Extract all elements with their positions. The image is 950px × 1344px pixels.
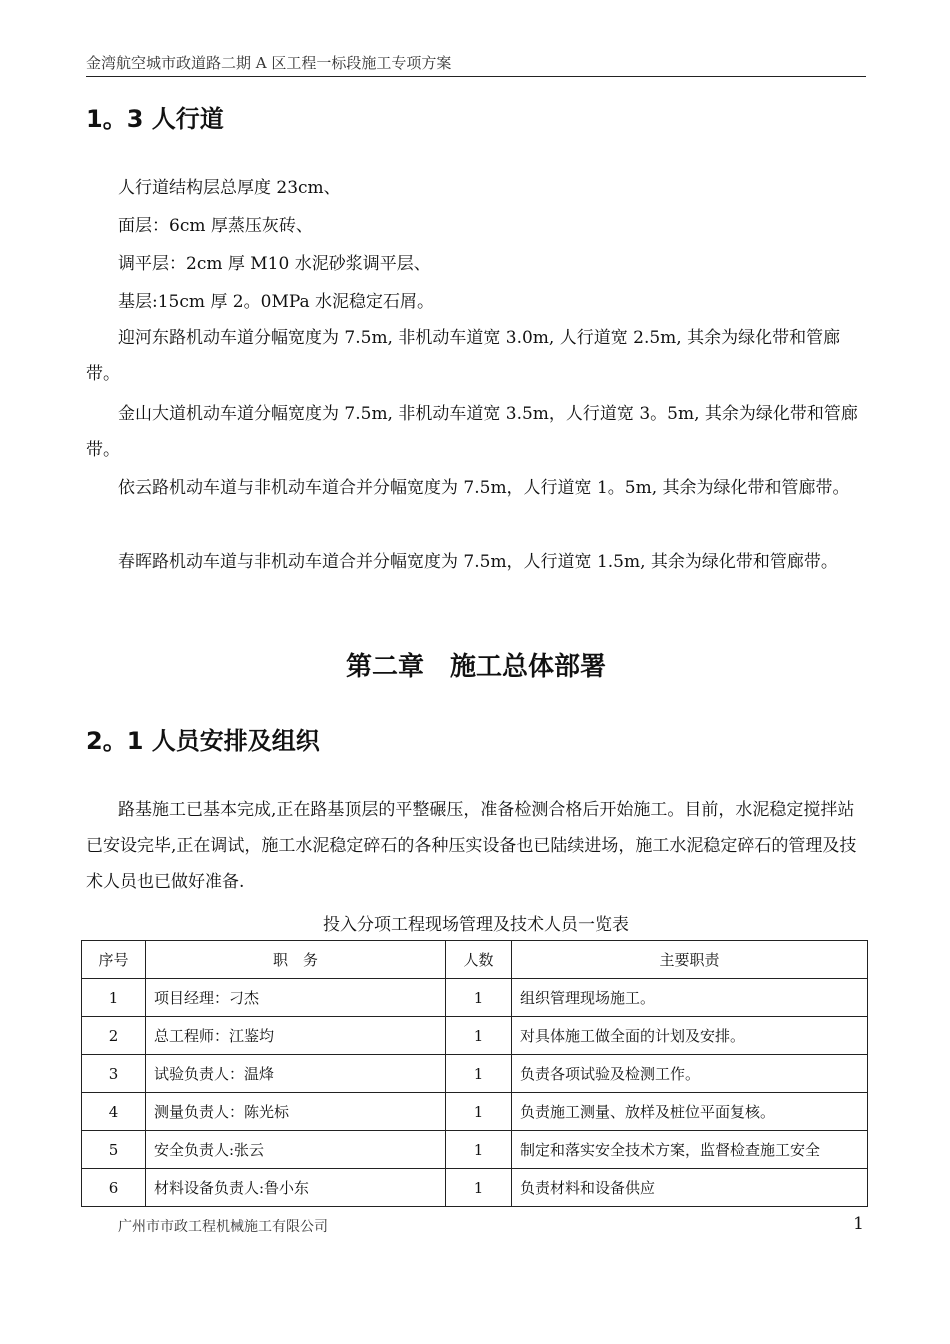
table-header-row (82, 941, 868, 979)
cell-position: 试验负责人：温烽 (146, 1055, 446, 1093)
cell-duty: 负责各项试验及检测工作。 (512, 1055, 868, 1093)
staff-table (81, 940, 868, 1207)
table-row (82, 1093, 868, 1131)
chapter-title: 第二章 施工总体部署 (345, 652, 606, 682)
header-position: 职 务 (146, 941, 446, 979)
road-paragraph-chunhui: 春晖路机动车道与非机动车道合并分幅宽度为 7.5m，人行道宽 1.5m, 其余为绿化带和管廊带。 (118, 552, 838, 572)
table-row (82, 979, 868, 1017)
cell-index: 3 (82, 1055, 146, 1093)
cell-duty: 对具体施工做全面的计划及安排。 (512, 1017, 868, 1055)
cell-position: 测量负责人：陈光标 (146, 1093, 446, 1131)
table-row (82, 1055, 868, 1093)
cell-index: 5 (82, 1131, 146, 1169)
header-index: 序号 (82, 941, 146, 979)
cell-duty: 负责材料和设备供应 (512, 1169, 868, 1207)
section-heading-1-3: 1。3 人行道 (86, 105, 224, 133)
cell-count: 1 (446, 1131, 512, 1169)
cell-count: 1 (446, 1093, 512, 1131)
table-row (82, 1131, 868, 1169)
header-duty: 主要职责 (512, 941, 868, 979)
table-caption: 投入分项工程现场管理及技术人员一览表 (323, 915, 629, 935)
section-heading-2-1: 2。1 人员安排及组织 (86, 727, 320, 755)
sidewalk-line-3: 调平层：2cm 厚 M10 水泥砂浆调平层、 (118, 254, 431, 274)
cell-duty: 制定和落实安全技术方案，监督检查施工安全 (512, 1131, 868, 1169)
cell-position: 安全负责人:张云 (146, 1131, 446, 1169)
staffing-paragraph: 路基施工已基本完成,正在路基顶层的平整碾压，准备检测合格后开始施工。目前，水泥稳定搅拌站已安设完毕,正在调试，施工水泥稳定碎石的各种压实设备也已陆续进场，施工水泥稳定碎石的管理及技术人员也已做好准备. (86, 800, 857, 892)
header-count: 人数 (446, 941, 512, 979)
cell-index: 1 (82, 979, 146, 1017)
footer-company: 广州市市政工程机械施工有限公司 (118, 1219, 328, 1235)
cell-count: 1 (446, 1017, 512, 1055)
cell-index: 6 (82, 1169, 146, 1207)
road-paragraph-yinghe: 迎河东路机动车道分幅宽度为 7.5m, 非机动车道宽 3.0m, 人行道宽 2.5m, 其余为绿化带和管廊带。 (86, 328, 841, 384)
road-paragraph-yiyun: 依云路机动车道与非机动车道合并分幅宽度为 7.5m，人行道宽 1。5m, 其余为绿化带和管廊带。 (118, 478, 850, 498)
cell-duty: 组织管理现场施工。 (512, 979, 868, 1017)
sidewalk-line-4: 基层:15cm 厚 2。0MPa 水泥稳定石屑。 (118, 292, 435, 312)
cell-count: 1 (446, 979, 512, 1017)
sidewalk-line-2: 面层：6cm 厚蒸压灰砖、 (118, 216, 313, 236)
cell-index: 4 (82, 1093, 146, 1131)
cell-position: 项目经理：刁杰 (146, 979, 446, 1017)
cell-index: 2 (82, 1017, 146, 1055)
page-number: 1 (853, 1214, 864, 1234)
table-row (82, 1017, 868, 1055)
cell-count: 1 (446, 1169, 512, 1207)
cell-count: 1 (446, 1055, 512, 1093)
cell-position: 总工程师：江鉴均 (146, 1017, 446, 1055)
header-title: 金湾航空城市政道路二期 A 区工程一标段施工专项方案 (86, 54, 452, 72)
document-header (86, 52, 866, 77)
sidewalk-line-1: 人行道结构层总厚度 23cm、 (118, 178, 341, 198)
road-paragraph-jinshan: 金山大道机动车道分幅宽度为 7.5m, 非机动车道宽 3.5m，人行道宽 3。5m, 其余为绿化带和管廊带。 (86, 404, 858, 460)
cell-position: 材料设备负责人:鲁小东 (146, 1169, 446, 1207)
table-row (82, 1169, 868, 1207)
cell-duty: 负责施工测量、放样及桩位平面复核。 (512, 1093, 868, 1131)
